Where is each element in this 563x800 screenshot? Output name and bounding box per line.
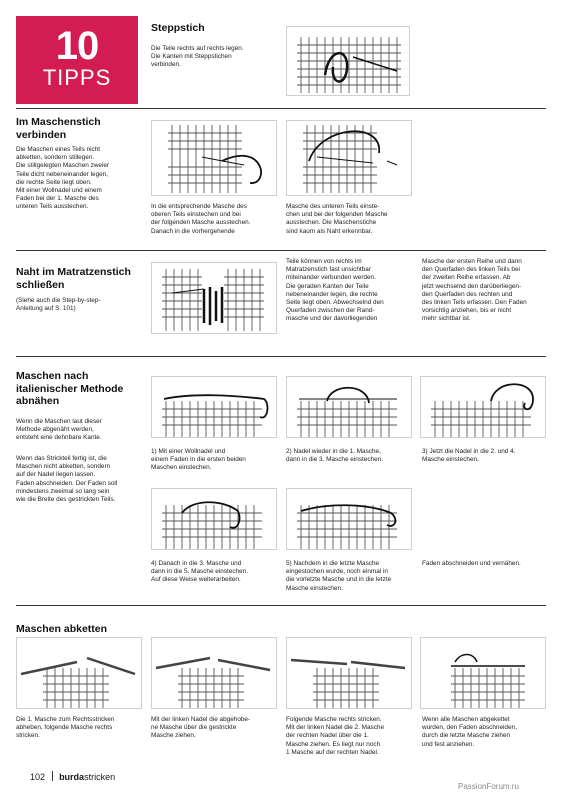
italienisch-illustration-1 [151,376,277,438]
abketten-caption-4: Wenn alle Maschen abgekettet wurden, den Faden abschneiden, durch die letzte Masche ziehen und fest anziehen. [422,716,517,748]
abketten-caption-1: Die 1. Masche zum Rechtsstricken abheben, folgende Masche rechts stricken. [16,716,115,740]
section-divider [16,108,546,109]
footer-divider [52,771,53,781]
italienisch-caption-6: Faden abschneiden und vernähen. [422,560,521,567]
knit-fabric-illustration [421,638,546,709]
matratzenstich-text-col2: Masche der ersten Reihe und dann den Querfaden des linken Teils bei der zweiten Reihe erfassen. Ab jetzt wechselnd den darüberliegen- den Querfaden des rechten und des linken Teils erfassen. Den Faden vorsichtig anziehen, bis er nicht mehr sichtbar ist. [422,258,527,323]
badge-word: TIPPS [42,65,112,90]
section-divider [16,250,546,251]
section-title-abketten: Maschen abketten [16,623,108,635]
abketten-illustration-3 [286,637,412,709]
section-title-steppstich: Steppstich [151,22,205,34]
badge-number: 10 [55,24,99,68]
knit-fabric-illustration [287,377,412,438]
italienisch-caption-2: 2) Nadel wieder in die 1. Masche, dann in die 3. Masche einstechen. [286,448,383,464]
page-footer [30,771,115,782]
abketten-caption-3: Folgende Masche rechts stricken. Mit der linken Nadel die 2. Masche der rechten Nadel über die 1. Masche ziehen. Es liegt nur noch 1 Masche auf der rechten Nadel. [286,716,385,756]
italienisch-text: Wenn das Strickteil fertig ist, die Maschen nicht abketten, sondern auf der Nadel liegen lassen. Faden abschneiden. Der Faden soll mindestens zweimal so lang sein wie die Breite des gestrickten Teils. [16,455,118,504]
steppstich-text: Die Teile rechts auf rechts legen. Die Kanten mit Steppstichen verbinden. [151,45,244,69]
knit-fabric-illustration [17,638,142,709]
knit-fabric-illustration [287,638,412,709]
italienisch-illustration-3 [420,376,546,438]
knit-fabric-illustration [152,263,277,334]
knit-fabric-illustration [421,377,546,438]
abketten-illustration-2 [151,637,277,709]
knit-fabric-illustration [152,121,277,196]
italienisch-caption-4: 4) Danach in die 3. Masche und dann in die 5. Masche einstechen. Auf diese Weise weiterarbeiten. [151,560,248,584]
section-divider [16,605,546,606]
matratzenstich-illustration [151,262,277,334]
knit-fabric-illustration [287,489,412,550]
matratzenstich-text-col1: Teile können von rechts im Matratzenstich fast unsichtbar miteinander verbunden werden. Die geraden Kanten der Teile nebeneinander legen, die rechte Seite liegt oben. Abwechselnd den Querfaden zwischen der Rand- masche und der davorliegenden [286,258,384,323]
abketten-caption-2: Mit der linken Nadel die abgehobe- ne Masche über die gestrickte Masche ziehen. [151,716,251,740]
knit-fabric-illustration [152,489,277,550]
knit-fabric-illustration [152,377,277,438]
abketten-illustration-4 [420,637,546,709]
page-number: 102 [30,772,46,782]
maschenstich-illustration-2 [286,120,412,196]
watermark: PassionForum.ru [458,782,519,791]
knit-fabric-illustration [287,121,412,196]
brand-name-bold: burda [59,772,85,782]
knit-fabric-illustration [152,638,277,709]
italienisch-intro: Wenn die Maschen laut dieser Methode abgenäht werden, entsteht eine dehnbare Kante. [16,418,102,442]
italienisch-caption-3: 3) Jetzt die Nadel in die 2. und 4. Masche einstechen. [422,448,516,464]
maschenstich-caption-2: Masche des unteren Teils einste- chen und bei der folgenden Masche ausstechen. Die Maschenstiche sind kaum als Naht erkennbar. [286,203,388,235]
brand-name-rest: stricken [84,772,116,782]
section-title-italienisch: Maschen nach italienischer Methode abnähen [16,370,124,407]
maschenstich-text: Die Maschen eines Teils nicht abketten, sondern stillegen. Die stillgelegten Maschen zweier Teile dicht nebeneinander legen, die rechte Seite liegt oben. Mit einer Wollnadel und einem Faden bei der 1. Masche des unteren Teils ausstechen. [16,146,110,211]
italienisch-illustration-5 [286,488,412,550]
knit-fabric-illustration [287,27,410,96]
italienisch-caption-5: 5) Nachdem in die letzte Masche eingestochen wurde, noch einmal in die vorletzte Masche und in die letzte Masche einstechen. [286,560,392,592]
abketten-illustration-1 [16,637,142,709]
steppstich-illustration [286,26,410,96]
section-title-matratzenstich: Naht im Matratzenstich schließen [16,266,131,291]
maschenstich-illustration-1 [151,120,277,196]
tips-badge [16,16,138,104]
maschenstich-caption-1: In die entsprechende Masche des oberen Teils einstechen und bei der folgenden Masche ausstechen. Danach in die vorhergehende [151,203,251,235]
section-title-maschenstich: Im Maschenstich verbinden [16,116,101,141]
matratzenstich-text: (Siehe auch die Step-by-step- Anleitung auf S. 101) [16,297,101,313]
section-divider [16,356,546,357]
italienisch-illustration-4 [151,488,277,550]
italienisch-caption-1: 1) Mit einer Wollnadel und einem Faden in die ersten beiden Maschen einstechen. [151,448,246,472]
italienisch-illustration-2 [286,376,412,438]
